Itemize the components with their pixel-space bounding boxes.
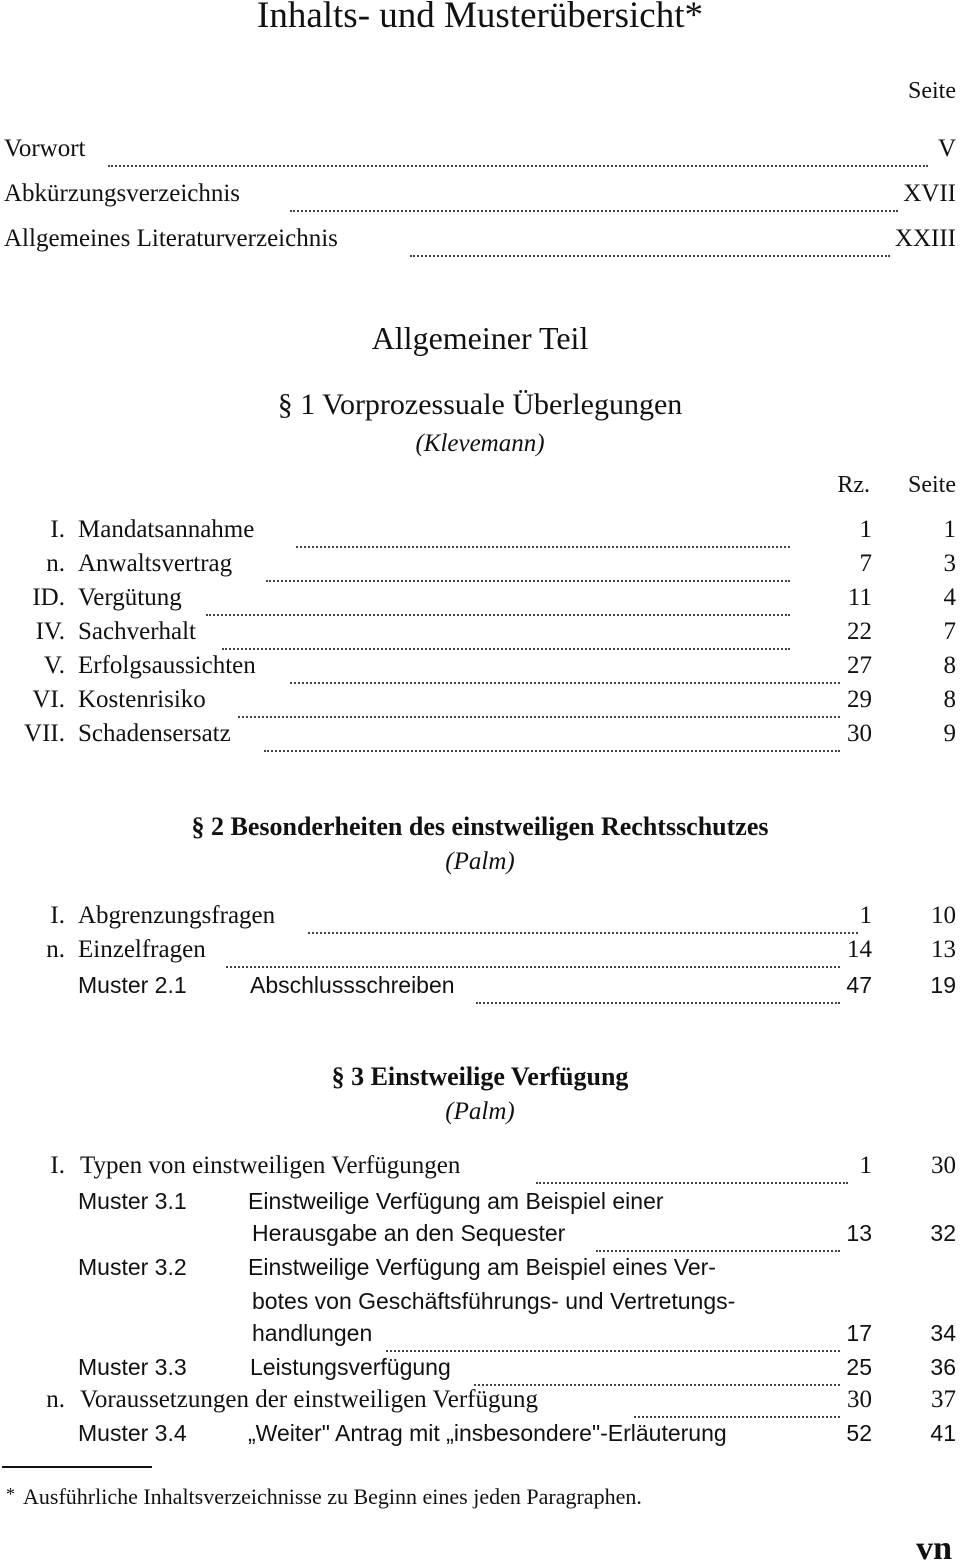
- toc-page: XXIII: [894, 225, 956, 252]
- toc-rz: 11: [847, 584, 872, 611]
- toc-row-abkuerzungen[interactable]: [0, 180, 960, 214]
- muster-row-cont[interactable]: [0, 1220, 960, 1254]
- section-3-author: (Palm): [445, 1098, 515, 1125]
- muster-label-line1: Einstweilige Verfügung am Beispiel einer: [248, 1188, 664, 1214]
- toc-num: n.: [46, 936, 65, 963]
- muster-row[interactable]: [0, 1420, 960, 1454]
- toc-row[interactable]: [0, 652, 960, 686]
- part-title: Allgemeiner Teil: [371, 320, 589, 356]
- toc-row[interactable]: [0, 720, 960, 754]
- toc-num: VII.: [24, 720, 65, 747]
- page-number: vn: [916, 1530, 952, 1567]
- toc-row[interactable]: [0, 686, 960, 720]
- toc-label: Abkürzungsverzeichnis: [4, 180, 241, 207]
- toc-label: Vorwort: [4, 135, 86, 162]
- toc-page: V: [937, 135, 956, 162]
- leader-dots: [634, 1386, 840, 1418]
- toc-page: 4: [943, 584, 956, 611]
- muster-row-cont[interactable]: [0, 1320, 960, 1354]
- muster-page: 19: [930, 972, 956, 998]
- toc-rz: 7: [859, 550, 872, 577]
- toc-page: 13: [931, 936, 956, 963]
- toc-page: XVII: [903, 180, 956, 207]
- toc-rz: 29: [847, 686, 872, 713]
- muster-label: „Weiter" Antrag mit „insbesondere"-Erläuterung: [248, 1420, 727, 1446]
- muster-page: 34: [930, 1320, 956, 1346]
- toc-num: n.: [46, 1386, 65, 1413]
- toc-label: Typen von einstweiligen Verfügungen: [80, 1152, 461, 1179]
- leader-dots: [596, 1220, 840, 1252]
- leader-dots: [290, 180, 898, 212]
- toc-page: 7: [943, 618, 956, 645]
- toc-num: I.: [50, 1152, 65, 1179]
- toc-label: Vergütung: [78, 584, 182, 611]
- toc-row[interactable]: [0, 1152, 960, 1186]
- toc-row-literatur[interactable]: [0, 225, 960, 259]
- section-2-heading: § 2 Besonderheiten des einstweiligen Rechtsschutzes: [191, 812, 769, 841]
- muster-label-line2: Herausgabe an den Sequester: [252, 1220, 566, 1246]
- toc-page: 30: [931, 1152, 956, 1179]
- toc-rz: 1: [859, 902, 872, 929]
- leader-dots: [290, 652, 840, 684]
- toc-page: 1: [943, 516, 956, 543]
- toc-num: I.: [50, 902, 65, 929]
- toc-page: 8: [943, 652, 956, 679]
- muster-num: Muster 3.2: [78, 1254, 187, 1280]
- toc-rz: 22: [847, 618, 872, 645]
- leader-dots: [264, 720, 840, 752]
- toc-label: Mandatsannahme: [78, 516, 255, 543]
- toc-label: Allgemeines Literaturverzeichnis: [4, 225, 338, 252]
- leader-dots: [108, 135, 928, 167]
- page-title: Inhalts- und Musterübersicht*: [257, 0, 703, 36]
- footnote-text: Ausführliche Inhaltsverzeichnisse zu Beginn eines jeden Paragraphen.: [23, 1484, 642, 1509]
- muster-num: Muster 2.1: [78, 972, 187, 998]
- toc-rz: 27: [847, 652, 872, 679]
- toc-num: IV.: [35, 618, 65, 645]
- toc-row[interactable]: [0, 1386, 960, 1420]
- col-header-rz: Rz.: [837, 472, 870, 498]
- footnote-rule: [2, 1466, 152, 1468]
- muster-row[interactable]: [0, 1254, 960, 1288]
- toc-label: Kostenrisiko: [78, 686, 206, 713]
- toc-row-vorwort[interactable]: [0, 135, 960, 169]
- muster-label: Leistungsverfügung: [250, 1354, 451, 1380]
- toc-num: V.: [43, 652, 65, 679]
- muster-num: Muster 3.3: [78, 1354, 187, 1380]
- muster-rz: 52: [846, 1420, 872, 1446]
- toc-num: n.: [46, 550, 65, 577]
- toc-rz: 30: [847, 1386, 872, 1413]
- toc-rz: 14: [847, 936, 872, 963]
- toc-label: Abgrenzungsfragen: [78, 902, 276, 929]
- leader-dots: [226, 936, 840, 968]
- footnote: [6, 1484, 642, 1510]
- section-3-heading: § 3 Einstweilige Verfügung: [331, 1062, 629, 1091]
- toc-row[interactable]: [0, 550, 960, 584]
- muster-rz: 25: [846, 1354, 872, 1380]
- toc-rz: 1: [859, 516, 872, 543]
- toc-row[interactable]: [0, 584, 960, 618]
- muster-page: 32: [930, 1220, 956, 1246]
- leader-dots: [206, 584, 790, 616]
- leader-dots: [296, 516, 790, 548]
- leader-dots: [386, 1320, 840, 1352]
- toc-row[interactable]: [0, 618, 960, 652]
- muster-num: Muster 3.4: [78, 1420, 187, 1446]
- toc-row[interactable]: [0, 936, 960, 970]
- toc-page: 8: [943, 686, 956, 713]
- toc-rz: 1: [859, 1152, 872, 1179]
- muster-row[interactable]: [0, 972, 960, 1006]
- toc-row[interactable]: [0, 902, 960, 936]
- toc-row[interactable]: [0, 516, 960, 550]
- muster-label: Abschlussschreiben: [250, 972, 455, 998]
- leader-dots: [536, 1152, 848, 1184]
- toc-num: VI.: [32, 686, 65, 713]
- muster-row[interactable]: [0, 1188, 960, 1222]
- muster-rz: 17: [846, 1320, 872, 1346]
- muster-num: Muster 3.1: [78, 1188, 187, 1214]
- toc-label: Voraussetzungen der einstweiligen Verfügung: [80, 1386, 538, 1413]
- toc-label: Einzelfragen: [78, 936, 206, 963]
- muster-row-cont[interactable]: [0, 1288, 960, 1322]
- leader-dots: [474, 1354, 840, 1386]
- col-header-seite: Seite: [908, 472, 956, 498]
- muster-page: 41: [930, 1420, 956, 1446]
- toc-page: 10: [931, 902, 956, 929]
- section-1-heading: § 1 Vorprozessuale Überlegungen: [277, 388, 683, 421]
- toc-label: Anwaltsvertrag: [78, 550, 233, 577]
- leader-dots: [238, 686, 840, 718]
- toc-label: Erfolgsaussichten: [78, 652, 256, 679]
- toc-num: ID.: [32, 584, 65, 611]
- leader-dots: [222, 618, 790, 650]
- leader-dots: [410, 225, 890, 257]
- toc-label: Schadensersatz: [78, 720, 231, 747]
- section-2-author: (Palm): [445, 848, 515, 875]
- toc-page: 37: [931, 1386, 956, 1413]
- toc-page: 3: [943, 550, 956, 577]
- muster-rz: 13: [846, 1220, 872, 1246]
- muster-label-line3: handlungen: [252, 1320, 373, 1346]
- toc-label: Sachverhalt: [78, 618, 197, 645]
- muster-label-line2: botes von Geschäftsführungs- und Vertretungs-: [252, 1288, 736, 1314]
- leader-dots: [266, 550, 790, 582]
- leader-dots: [476, 972, 840, 1004]
- leader-dots: [308, 902, 858, 934]
- toc-page: 9: [943, 720, 956, 747]
- section-1-author: (Klevemann): [415, 430, 545, 457]
- muster-label-line1: Einstweilige Verfügung am Beispiel eines Ver-: [248, 1254, 716, 1280]
- muster-page: 36: [930, 1354, 956, 1380]
- footnote-mark: *: [6, 1484, 15, 1504]
- front-seite-header: Seite: [908, 78, 956, 104]
- toc-num: I.: [50, 516, 65, 543]
- toc-rz: 30: [847, 720, 872, 747]
- muster-rz: 47: [846, 972, 872, 998]
- muster-row[interactable]: [0, 1354, 960, 1388]
